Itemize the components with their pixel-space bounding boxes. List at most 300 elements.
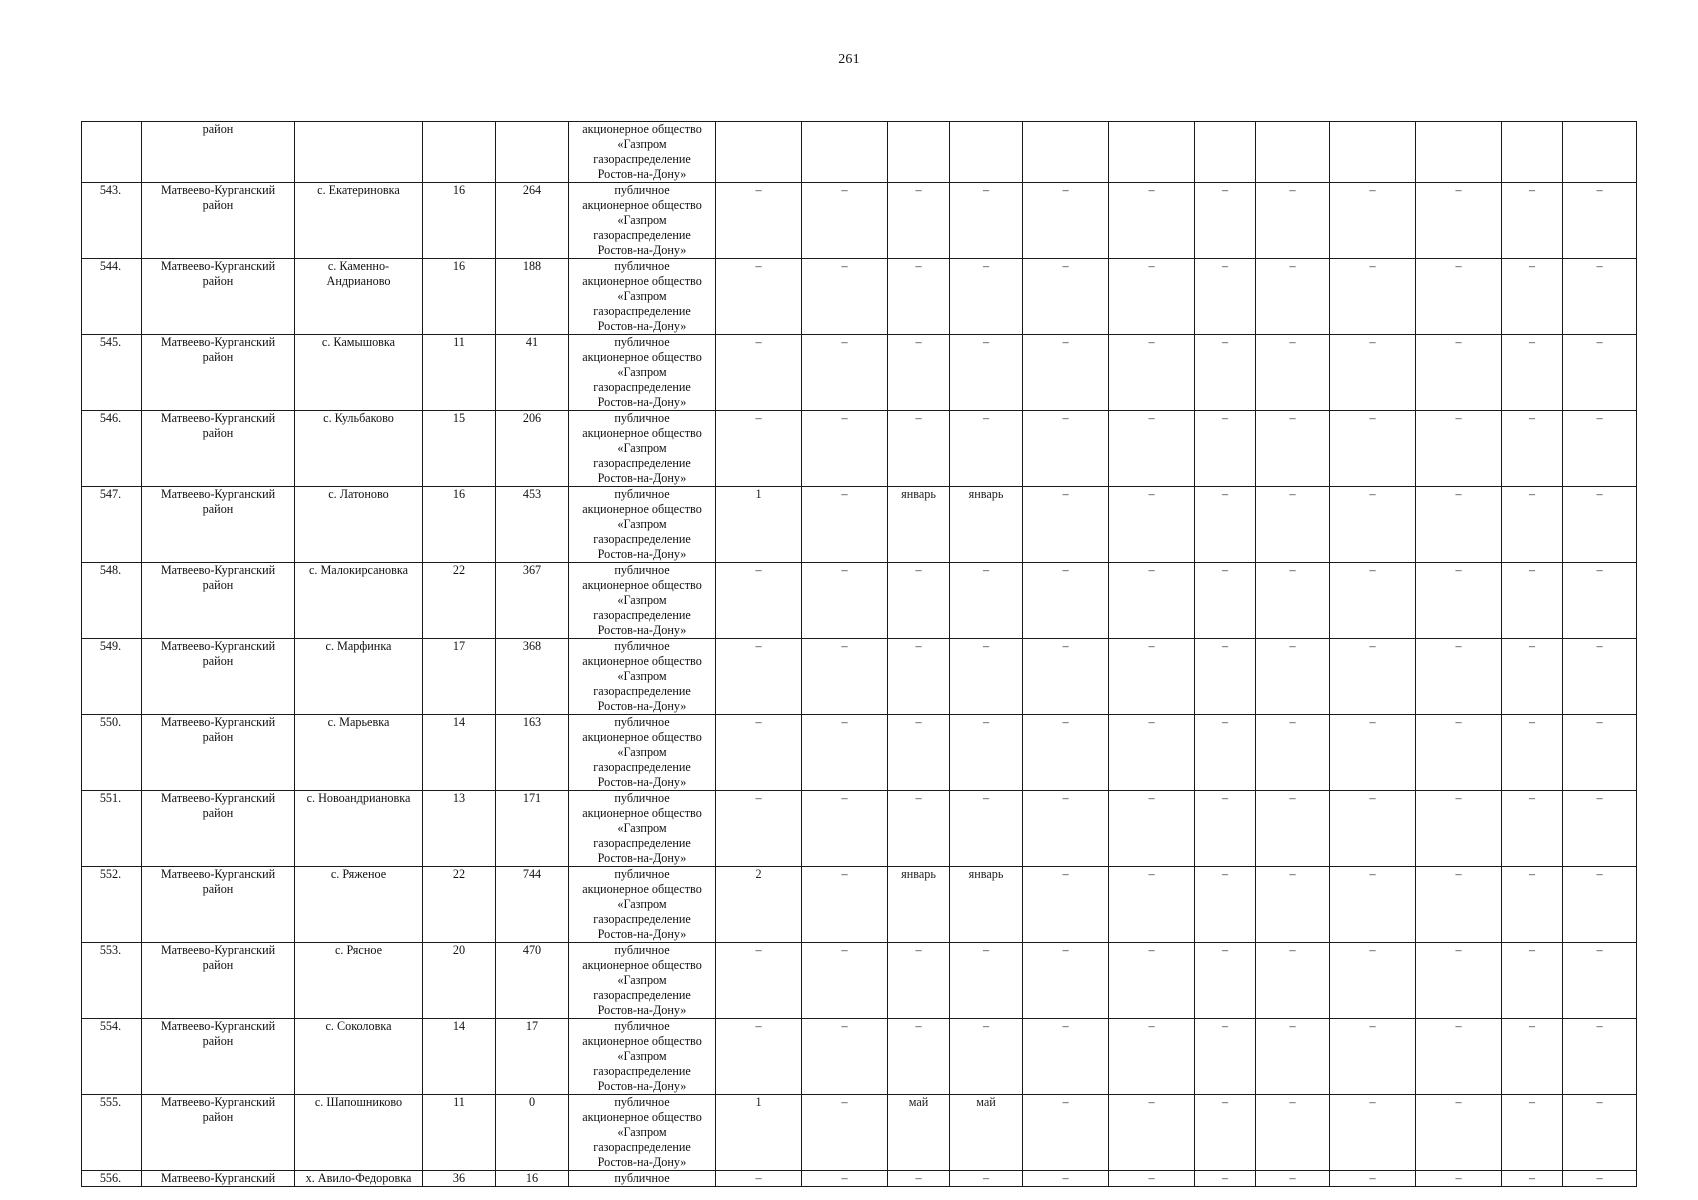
cell-rest: – — [1109, 639, 1195, 715]
cell-rest: – — [1563, 639, 1637, 715]
cell-b: 17 — [496, 1019, 569, 1095]
cell-rest: – — [1416, 1019, 1502, 1095]
cell-a: 15 — [423, 411, 496, 487]
cell-rest: – — [1502, 487, 1563, 563]
cell-num: 547. — [82, 487, 142, 563]
operator-line: «Газпром — [617, 669, 667, 683]
district-line: Матвеево-Курганский — [160, 563, 276, 577]
cell-empty — [802, 122, 888, 183]
operator-line: акционерное общество — [582, 502, 702, 516]
cell-rest: – — [1563, 791, 1637, 867]
operator-line: «Газпром — [617, 897, 667, 911]
cell-rest: – — [1195, 791, 1256, 867]
district-line: Матвеево-Курганский — [160, 487, 276, 501]
cell-a: 14 — [423, 1019, 496, 1095]
cell-rest: – — [1023, 335, 1109, 411]
cell-c1: – — [716, 1019, 802, 1095]
district-line: район — [202, 350, 234, 364]
cell-c2: – — [802, 335, 888, 411]
cell-rest: – — [1256, 411, 1330, 487]
cell-rest: – — [1330, 183, 1416, 259]
cell-rest: – — [1502, 411, 1563, 487]
cell-settlement — [295, 715, 423, 791]
cell-settlement — [295, 867, 423, 943]
table-row — [82, 639, 1637, 715]
cell-c2: – — [802, 639, 888, 715]
cell-rest: – — [1563, 335, 1637, 411]
table-row — [82, 943, 1637, 1019]
operator-line: акционерное общество — [582, 426, 702, 440]
operator-line: «Газпром — [617, 365, 667, 379]
cell-a: 16 — [423, 259, 496, 335]
operator-line: газораспределение — [593, 532, 691, 546]
operator-line: «Газпром — [617, 441, 667, 455]
settlement-line: с. Рясное — [334, 943, 382, 957]
cell-rest: – — [1195, 259, 1256, 335]
operator-line: «Газпром — [617, 973, 667, 987]
operator-line: публичное — [614, 183, 670, 197]
cell-b: 367 — [496, 563, 569, 639]
table-body — [82, 122, 1637, 1187]
cell-rest: – — [1256, 259, 1330, 335]
settlement-line: с. Камышовка — [321, 335, 396, 349]
operator-line: Ростов-на-Дону» — [597, 319, 687, 333]
operator-line: газораспределение — [593, 608, 691, 622]
cell-district — [142, 639, 295, 715]
operator-line: публичное — [614, 1019, 670, 1033]
operator-line: газораспределение — [593, 684, 691, 698]
cell-c2: – — [802, 411, 888, 487]
settlement-line: с. Латоново — [328, 487, 389, 501]
cell-district — [142, 487, 295, 563]
operator-line: «Газпром — [617, 1125, 667, 1139]
cell-rest: – — [1023, 1095, 1109, 1171]
cell-c1: – — [716, 715, 802, 791]
operator-line: газораспределение — [593, 912, 691, 926]
cell-rest: – — [1563, 411, 1637, 487]
cell-b: 206 — [496, 411, 569, 487]
cell-rest: – — [1502, 791, 1563, 867]
operator-line: акционерное общество — [582, 1110, 702, 1124]
cell-c2: – — [802, 791, 888, 867]
cell-rest: – — [1502, 1095, 1563, 1171]
cell-rest: – — [1256, 943, 1330, 1019]
cell-rest: – — [1256, 715, 1330, 791]
operator-line: Ростов-на-Дону» — [597, 167, 687, 181]
table-row-continued — [82, 122, 1637, 183]
operator-line: газораспределение — [593, 1064, 691, 1078]
cell-a: 11 — [423, 335, 496, 411]
table-row — [82, 1019, 1637, 1095]
cell-b: 41 — [496, 335, 569, 411]
cell-c2: – — [802, 715, 888, 791]
cell-settlement — [295, 1019, 423, 1095]
district-line: район — [202, 578, 234, 592]
cell-rest: – — [1109, 335, 1195, 411]
settlement-line: с. Малокирсановка — [308, 563, 409, 577]
district-line: район — [202, 958, 234, 972]
operator-line: акционерное общество — [582, 1034, 702, 1048]
cell-rest: – — [1109, 1171, 1195, 1187]
settlement-line: с. Новоандриановка — [306, 791, 411, 805]
cell-rest: – — [1416, 259, 1502, 335]
cell-rest: – — [1563, 943, 1637, 1019]
cell-rest: – — [1195, 715, 1256, 791]
cell-settlement — [295, 259, 423, 335]
cell-operator — [569, 563, 716, 639]
cell-settlement — [295, 791, 423, 867]
operator-line: Ростов-на-Дону» — [597, 851, 687, 865]
cell-rest: – — [1330, 259, 1416, 335]
cell-rest: – — [1416, 791, 1502, 867]
operator-line: Ростов-на-Дону» — [597, 699, 687, 713]
cell-rest: – — [1256, 487, 1330, 563]
cell-rest: – — [1502, 335, 1563, 411]
operator-line: газораспределение — [593, 760, 691, 774]
operator-line: газораспределение — [593, 1140, 691, 1154]
cell-num: 549. — [82, 639, 142, 715]
cell-a: 20 — [423, 943, 496, 1019]
cell-district — [142, 563, 295, 639]
cell-settlement: х. Авило-Федоровка — [295, 1171, 423, 1187]
cell-rest: – — [1563, 183, 1637, 259]
cell-c1: – — [716, 1171, 802, 1187]
cell-c4: – — [950, 183, 1023, 259]
cell-rest: – — [1330, 639, 1416, 715]
operator-line: публичное — [614, 715, 670, 729]
table-row — [82, 715, 1637, 791]
cell-b: 188 — [496, 259, 569, 335]
operator-line: акционерное общество — [582, 578, 702, 592]
operator-line: газораспределение — [593, 152, 691, 166]
cell-operator — [569, 411, 716, 487]
cell-rest: – — [1195, 943, 1256, 1019]
cell-rest: – — [1256, 183, 1330, 259]
cell-c4: – — [950, 563, 1023, 639]
cell-empty — [950, 122, 1023, 183]
cell-c4: – — [950, 1019, 1023, 1095]
cell-rest: – — [1502, 867, 1563, 943]
cell-empty — [888, 122, 950, 183]
cell-empty — [1023, 122, 1109, 183]
district-line: Матвеево-Курганский — [160, 259, 276, 273]
operator-line: Ростов-на-Дону» — [597, 1003, 687, 1017]
cell-rest: – — [1256, 791, 1330, 867]
cell-rest: – — [1195, 639, 1256, 715]
cell-rest: – — [1195, 867, 1256, 943]
operator-line: публичное — [614, 943, 670, 957]
cell-c4: – — [950, 639, 1023, 715]
district-line: Матвеево-Курганский — [160, 411, 276, 425]
cell-c4: – — [950, 335, 1023, 411]
cell-rest: – — [1109, 259, 1195, 335]
cell-rest: – — [1023, 183, 1109, 259]
cell-operator — [569, 122, 716, 183]
cell-rest: – — [1023, 639, 1109, 715]
cell-b — [496, 122, 569, 183]
cell-rest: – — [1416, 563, 1502, 639]
cell-c2: – — [802, 867, 888, 943]
cell-operator — [569, 259, 716, 335]
district-line: район — [202, 502, 234, 516]
district-line: Матвеево-Курганский — [160, 335, 276, 349]
district-line: район — [202, 882, 234, 896]
operator-line: акционерное общество — [582, 654, 702, 668]
cell-b: 163 — [496, 715, 569, 791]
cell-operator — [569, 639, 716, 715]
district-line: Матвеево-Курганский — [160, 791, 276, 805]
operator-line: публичное — [614, 335, 670, 349]
settlement-line: с. Каменно- — [327, 259, 390, 273]
cell-empty — [1416, 122, 1502, 183]
cell-empty — [1502, 122, 1563, 183]
cell-a: 14 — [423, 715, 496, 791]
cell-rest: – — [1416, 335, 1502, 411]
cell-c3: – — [888, 1171, 950, 1187]
cell-num: 550. — [82, 715, 142, 791]
table-row — [82, 335, 1637, 411]
cell-a: 36 — [423, 1171, 496, 1187]
cell-empty — [1330, 122, 1416, 183]
operator-line: газораспределение — [593, 836, 691, 850]
settlement-line: с. Шапошниково — [314, 1095, 403, 1109]
cell-c1: – — [716, 943, 802, 1019]
cell-c4: – — [950, 411, 1023, 487]
cell-rest: – — [1256, 1171, 1330, 1187]
settlement-line: с. Марфинка — [325, 639, 392, 653]
gas-program-table — [81, 121, 1637, 1187]
cell-rest: – — [1330, 487, 1416, 563]
cell-rest: – — [1195, 411, 1256, 487]
cell-rest: – — [1023, 411, 1109, 487]
cell-rest: – — [1109, 563, 1195, 639]
cell-b: 453 — [496, 487, 569, 563]
cell-c3: январь — [888, 487, 950, 563]
cell-district — [142, 1095, 295, 1171]
cell-operator — [569, 1095, 716, 1171]
cell-rest: – — [1416, 411, 1502, 487]
district-line: Матвеево-Курганский — [160, 867, 276, 881]
cell-rest: – — [1109, 487, 1195, 563]
cell-rest: – — [1330, 715, 1416, 791]
cell-district — [142, 715, 295, 791]
cell-district — [142, 122, 295, 183]
operator-line: акционерное общество — [582, 958, 702, 972]
cell-rest: – — [1416, 183, 1502, 259]
cell-rest: – — [1023, 1019, 1109, 1095]
cell-rest: – — [1330, 791, 1416, 867]
cell-a: 16 — [423, 183, 496, 259]
cell-rest: – — [1195, 1019, 1256, 1095]
table-row — [82, 487, 1637, 563]
cell-rest: – — [1330, 335, 1416, 411]
cell-c3: – — [888, 943, 950, 1019]
operator-line: публичное — [614, 791, 670, 805]
cell-num: 544. — [82, 259, 142, 335]
cell-a: 16 — [423, 487, 496, 563]
settlement-line: Андрианово — [326, 274, 391, 288]
cell-rest: – — [1109, 791, 1195, 867]
cell-rest: – — [1416, 639, 1502, 715]
district-line: Матвеево-Курганский — [160, 1019, 276, 1033]
cell-settlement — [295, 487, 423, 563]
cell-c1: 1 — [716, 1095, 802, 1171]
cell-rest: – — [1416, 487, 1502, 563]
cell-c3: – — [888, 259, 950, 335]
cell-c3: январь — [888, 867, 950, 943]
cell-district — [142, 1019, 295, 1095]
cell-rest: – — [1195, 1095, 1256, 1171]
cell-rest: – — [1416, 1171, 1502, 1187]
cell-rest: – — [1195, 1171, 1256, 1187]
cell-c2: – — [802, 943, 888, 1019]
cell-rest: – — [1256, 1095, 1330, 1171]
cell-rest: – — [1563, 715, 1637, 791]
operator-line: акционерное общество — [582, 350, 702, 364]
table-row — [82, 183, 1637, 259]
cell-rest: – — [1109, 183, 1195, 259]
cell-rest: – — [1023, 259, 1109, 335]
gas-program-table-wrap — [81, 121, 1637, 1187]
cell-rest: – — [1502, 943, 1563, 1019]
cell-settlement — [295, 943, 423, 1019]
operator-line: акционерное общество — [582, 882, 702, 896]
cell-operator — [569, 1019, 716, 1095]
settlement-line: с. Соколовка — [325, 1019, 392, 1033]
table-row — [82, 259, 1637, 335]
cell-rest: – — [1109, 1019, 1195, 1095]
cell-a — [423, 122, 496, 183]
cell-num: 556. — [82, 1171, 142, 1187]
operator-line: акционерное общество — [582, 122, 702, 136]
cell-rest: – — [1330, 563, 1416, 639]
cell-rest: – — [1195, 183, 1256, 259]
cell-district — [142, 867, 295, 943]
table-row-cut — [82, 1171, 1637, 1187]
cell-rest: – — [1256, 639, 1330, 715]
cell-b: 368 — [496, 639, 569, 715]
cell-c4: – — [950, 791, 1023, 867]
cell-c1: – — [716, 183, 802, 259]
cell-c3: – — [888, 335, 950, 411]
cell-operator — [569, 791, 716, 867]
cell-rest: – — [1023, 791, 1109, 867]
operator-line: «Газпром — [617, 289, 667, 303]
operator-line: публичное — [614, 411, 670, 425]
cell-b: 0 — [496, 1095, 569, 1171]
cell-b: 171 — [496, 791, 569, 867]
cell-c4: – — [950, 715, 1023, 791]
cell-empty — [1563, 122, 1637, 183]
district-line: Матвеево-Курганский — [160, 943, 276, 957]
operator-line: Ростов-на-Дону» — [597, 1155, 687, 1169]
cell-rest: – — [1502, 1019, 1563, 1095]
cell-rest: – — [1330, 411, 1416, 487]
operator-line: публичное — [614, 1095, 670, 1109]
operator-line: газораспределение — [593, 228, 691, 242]
cell-b: 264 — [496, 183, 569, 259]
district-line: Матвеево-Курганский — [160, 1095, 276, 1109]
cell-c1: – — [716, 411, 802, 487]
cell-rest: – — [1502, 715, 1563, 791]
cell-rest: – — [1330, 1171, 1416, 1187]
cell-num: 546. — [82, 411, 142, 487]
cell-rest: – — [1416, 867, 1502, 943]
cell-c2: – — [802, 1095, 888, 1171]
operator-line: газораспределение — [593, 988, 691, 1002]
cell-b: 470 — [496, 943, 569, 1019]
cell-rest: – — [1109, 411, 1195, 487]
cell-rest: – — [1563, 1095, 1637, 1171]
operator-line: «Газпром — [617, 213, 667, 227]
cell-c2: – — [802, 487, 888, 563]
district-line: район — [202, 1034, 234, 1048]
operator-line: Ростов-на-Дону» — [597, 547, 687, 561]
cell-rest: – — [1416, 1095, 1502, 1171]
cell-c1: 2 — [716, 867, 802, 943]
cell-rest: – — [1195, 563, 1256, 639]
cell-rest: – — [1563, 867, 1637, 943]
cell-rest: – — [1502, 183, 1563, 259]
settlement-line: с. Кульбаково — [323, 411, 394, 425]
cell-c2: – — [802, 183, 888, 259]
district-line: район — [202, 654, 234, 668]
cell-rest: – — [1330, 1095, 1416, 1171]
cell-operator — [569, 867, 716, 943]
cell-district — [142, 411, 295, 487]
district-line: район — [202, 806, 234, 820]
cell-rest: – — [1195, 487, 1256, 563]
cell-rest: – — [1502, 1171, 1563, 1187]
operator-line: газораспределение — [593, 456, 691, 470]
cell-rest: – — [1109, 943, 1195, 1019]
cell-a: 17 — [423, 639, 496, 715]
cell-c1: – — [716, 563, 802, 639]
cell-c4: январь — [950, 487, 1023, 563]
cell-a: 22 — [423, 563, 496, 639]
cell-operator — [569, 183, 716, 259]
cell-c4: – — [950, 259, 1023, 335]
cell-district — [142, 791, 295, 867]
cell-settlement — [295, 563, 423, 639]
cell-c4: май — [950, 1095, 1023, 1171]
cell-rest: – — [1256, 563, 1330, 639]
operator-line: публичное — [614, 487, 670, 501]
district-line: Матвеево-Курганский — [160, 715, 276, 729]
operator-line: «Газпром — [617, 745, 667, 759]
district-line: район — [202, 122, 234, 136]
cell-c3: май — [888, 1095, 950, 1171]
cell-rest: – — [1023, 1171, 1109, 1187]
cell-rest: – — [1502, 563, 1563, 639]
operator-line: Ростов-на-Дону» — [597, 395, 687, 409]
cell-rest: – — [1256, 335, 1330, 411]
cell-num: 555. — [82, 1095, 142, 1171]
cell-c1: 1 — [716, 487, 802, 563]
cell-empty — [716, 122, 802, 183]
cell-district — [142, 183, 295, 259]
cell-num: 548. — [82, 563, 142, 639]
cell-c3: – — [888, 183, 950, 259]
cell-num: 543. — [82, 183, 142, 259]
cell-a: 13 — [423, 791, 496, 867]
cell-rest: – — [1023, 943, 1109, 1019]
cell-empty — [1109, 122, 1195, 183]
cell-c3: – — [888, 639, 950, 715]
cell-operator: публичное — [569, 1171, 716, 1187]
cell-operator — [569, 715, 716, 791]
cell-rest: – — [1563, 487, 1637, 563]
